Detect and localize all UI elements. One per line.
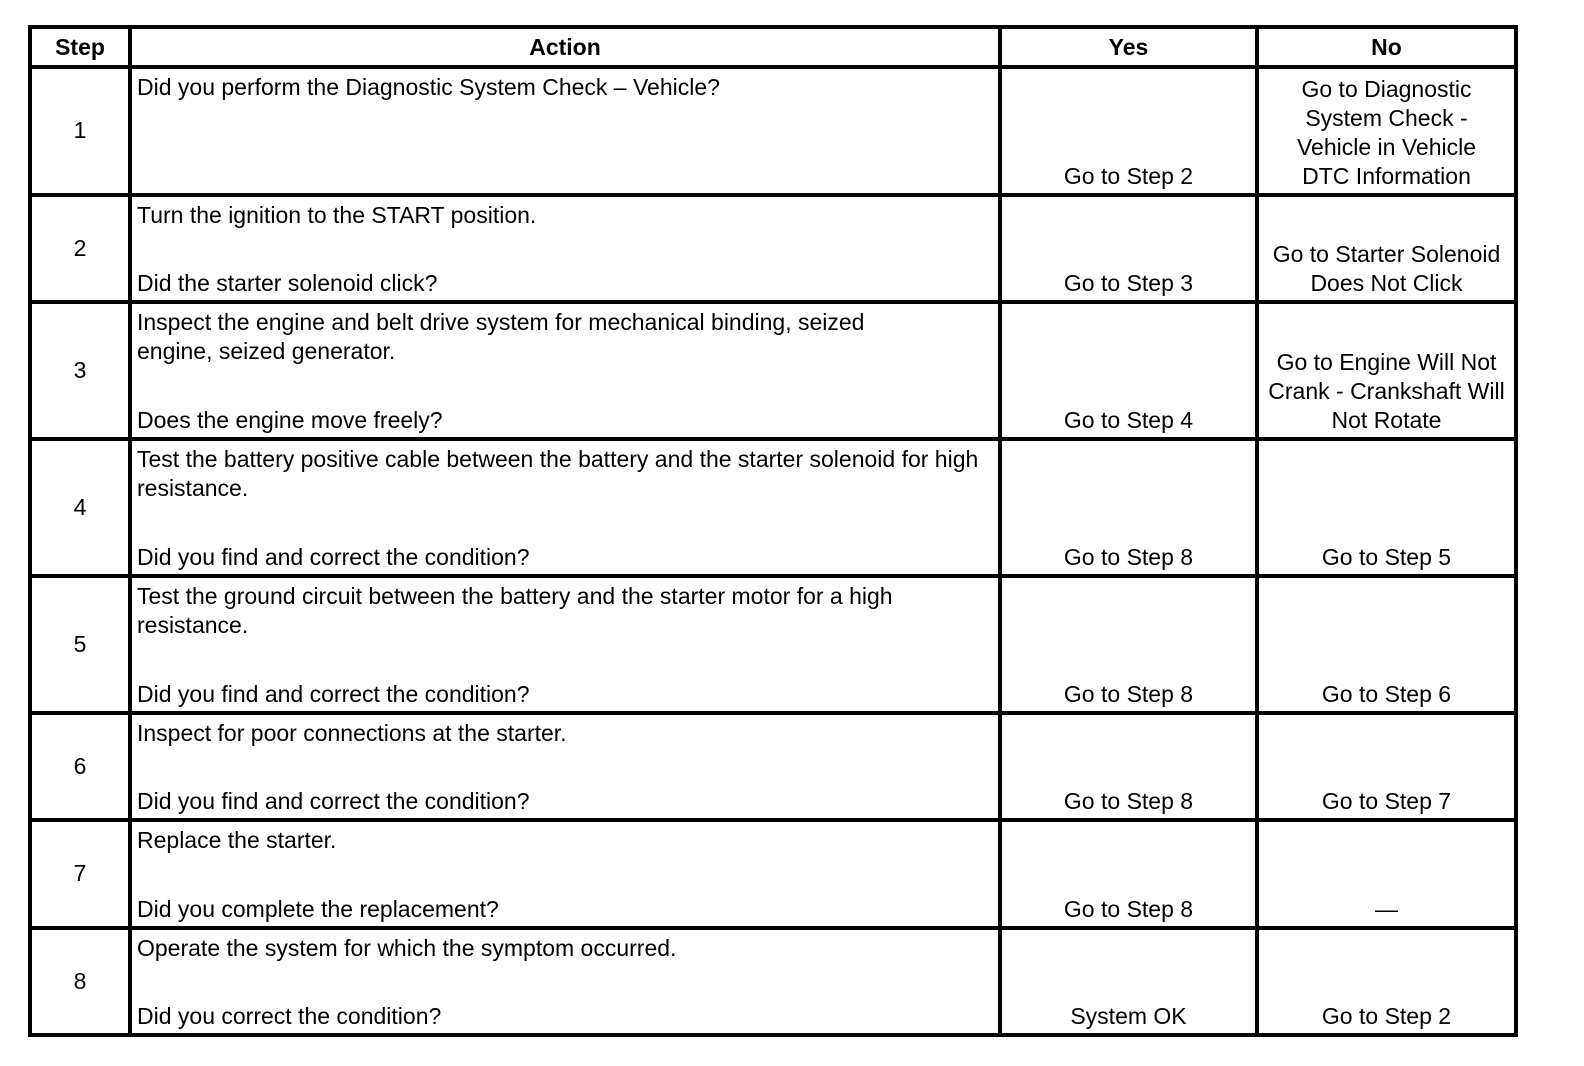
yes-text: Go to Step 8	[1063, 788, 1194, 815]
no-text: Go to Step 7	[1321, 788, 1452, 815]
no-text: Go to Diagnostic System Check - Vehicle in Vehicle DTC Information	[1296, 75, 1476, 189]
table-row	[32, 930, 1514, 1034]
action-text: Operate the system for which the symptom occurred.	[137, 934, 677, 961]
action-cell	[132, 304, 998, 437]
action-cell	[132, 930, 998, 1034]
action-text: Test the battery positive cable between the battery and the starter solenoid for high resistance.	[137, 445, 979, 501]
yes-cell	[1002, 69, 1255, 193]
action-text: Did you perform the Diagnostic System Check – Vehicle?	[137, 74, 720, 100]
action-question: Did you find and correct the condition?	[137, 788, 530, 815]
action-text: Inspect for poor connections at the starter.	[137, 719, 567, 746]
yes-cell	[1002, 304, 1255, 437]
header-step: Step	[32, 29, 128, 65]
no-text: Go to Step 6	[1321, 680, 1452, 707]
yes-cell	[1002, 441, 1255, 574]
diagnostic-table	[28, 25, 1518, 1037]
yes-cell	[1002, 197, 1255, 300]
yes-text: Go to Step 8	[1063, 543, 1194, 570]
header-yes: Yes	[1002, 29, 1255, 65]
no-text: Go to Step 2	[1321, 1003, 1452, 1029]
action-text: Test the ground circuit between the battery and the starter motor for a high resistance.	[137, 582, 893, 638]
yes-text: Go to Step 3	[1063, 270, 1194, 297]
no-text: Go to Starter Solenoid Does Not Click	[1272, 241, 1501, 297]
table-row	[32, 715, 1514, 818]
header-action: Action	[132, 29, 998, 65]
yes-text: System OK	[1070, 1003, 1187, 1029]
action-cell	[132, 578, 998, 711]
action-cell	[132, 822, 998, 925]
no-cell	[1259, 197, 1514, 300]
action-cell	[132, 69, 998, 193]
no-cell	[1259, 822, 1514, 925]
table-row	[32, 197, 1514, 300]
yes-text: Go to Step 8	[1063, 680, 1194, 707]
step-number: 4	[32, 441, 128, 574]
no-cell	[1259, 304, 1514, 437]
no-cell	[1259, 715, 1514, 818]
yes-text: Go to Step 8	[1063, 895, 1194, 922]
action-text: Inspect the engine and belt drive system for mechanical binding, seized engine, seized generator.	[137, 309, 865, 365]
no-cell	[1259, 441, 1514, 574]
header-no: No	[1259, 29, 1514, 65]
table-row	[32, 822, 1514, 925]
yes-text: Go to Step 2	[1063, 162, 1194, 189]
diagnostic-table-frame	[28, 25, 1518, 1037]
no-text: —	[1375, 895, 1398, 922]
step-number: 5	[32, 578, 128, 711]
yes-cell	[1002, 578, 1255, 711]
action-question: Did you complete the replacement?	[137, 895, 499, 922]
step-number: 8	[32, 930, 128, 1034]
action-cell	[132, 197, 998, 300]
table-row	[32, 304, 1514, 437]
step-number: 3	[32, 304, 128, 437]
yes-cell	[1002, 930, 1255, 1034]
action-cell	[132, 441, 998, 574]
yes-cell	[1002, 822, 1255, 925]
action-question: Does the engine move freely?	[137, 406, 443, 433]
action-question: Did the starter solenoid click?	[137, 270, 438, 297]
no-cell	[1259, 578, 1514, 711]
no-text: Go to Step 5	[1321, 543, 1452, 570]
action-cell	[132, 715, 998, 818]
yes-cell	[1002, 715, 1255, 818]
yes-text: Go to Step 4	[1063, 406, 1194, 433]
action-question: Did you find and correct the condition?	[137, 543, 530, 570]
table-row	[32, 69, 1514, 193]
step-number: 6	[32, 715, 128, 818]
no-cell	[1259, 69, 1514, 193]
action-text: Turn the ignition to the START position.	[137, 201, 537, 228]
no-text: Go to Engine Will Not Crank - Crankshaft Will Not Rotate	[1268, 348, 1505, 433]
header-row	[32, 29, 1514, 65]
action-question: Did you find and correct the condition?	[137, 680, 530, 707]
action-question: Did you correct the condition?	[137, 1003, 442, 1029]
step-number: 2	[32, 197, 128, 300]
action-text: Replace the starter.	[137, 827, 337, 854]
table-row	[32, 578, 1514, 711]
step-number: 1	[32, 69, 128, 193]
table-row	[32, 441, 1514, 574]
step-number: 7	[32, 822, 128, 925]
no-cell	[1259, 930, 1514, 1034]
